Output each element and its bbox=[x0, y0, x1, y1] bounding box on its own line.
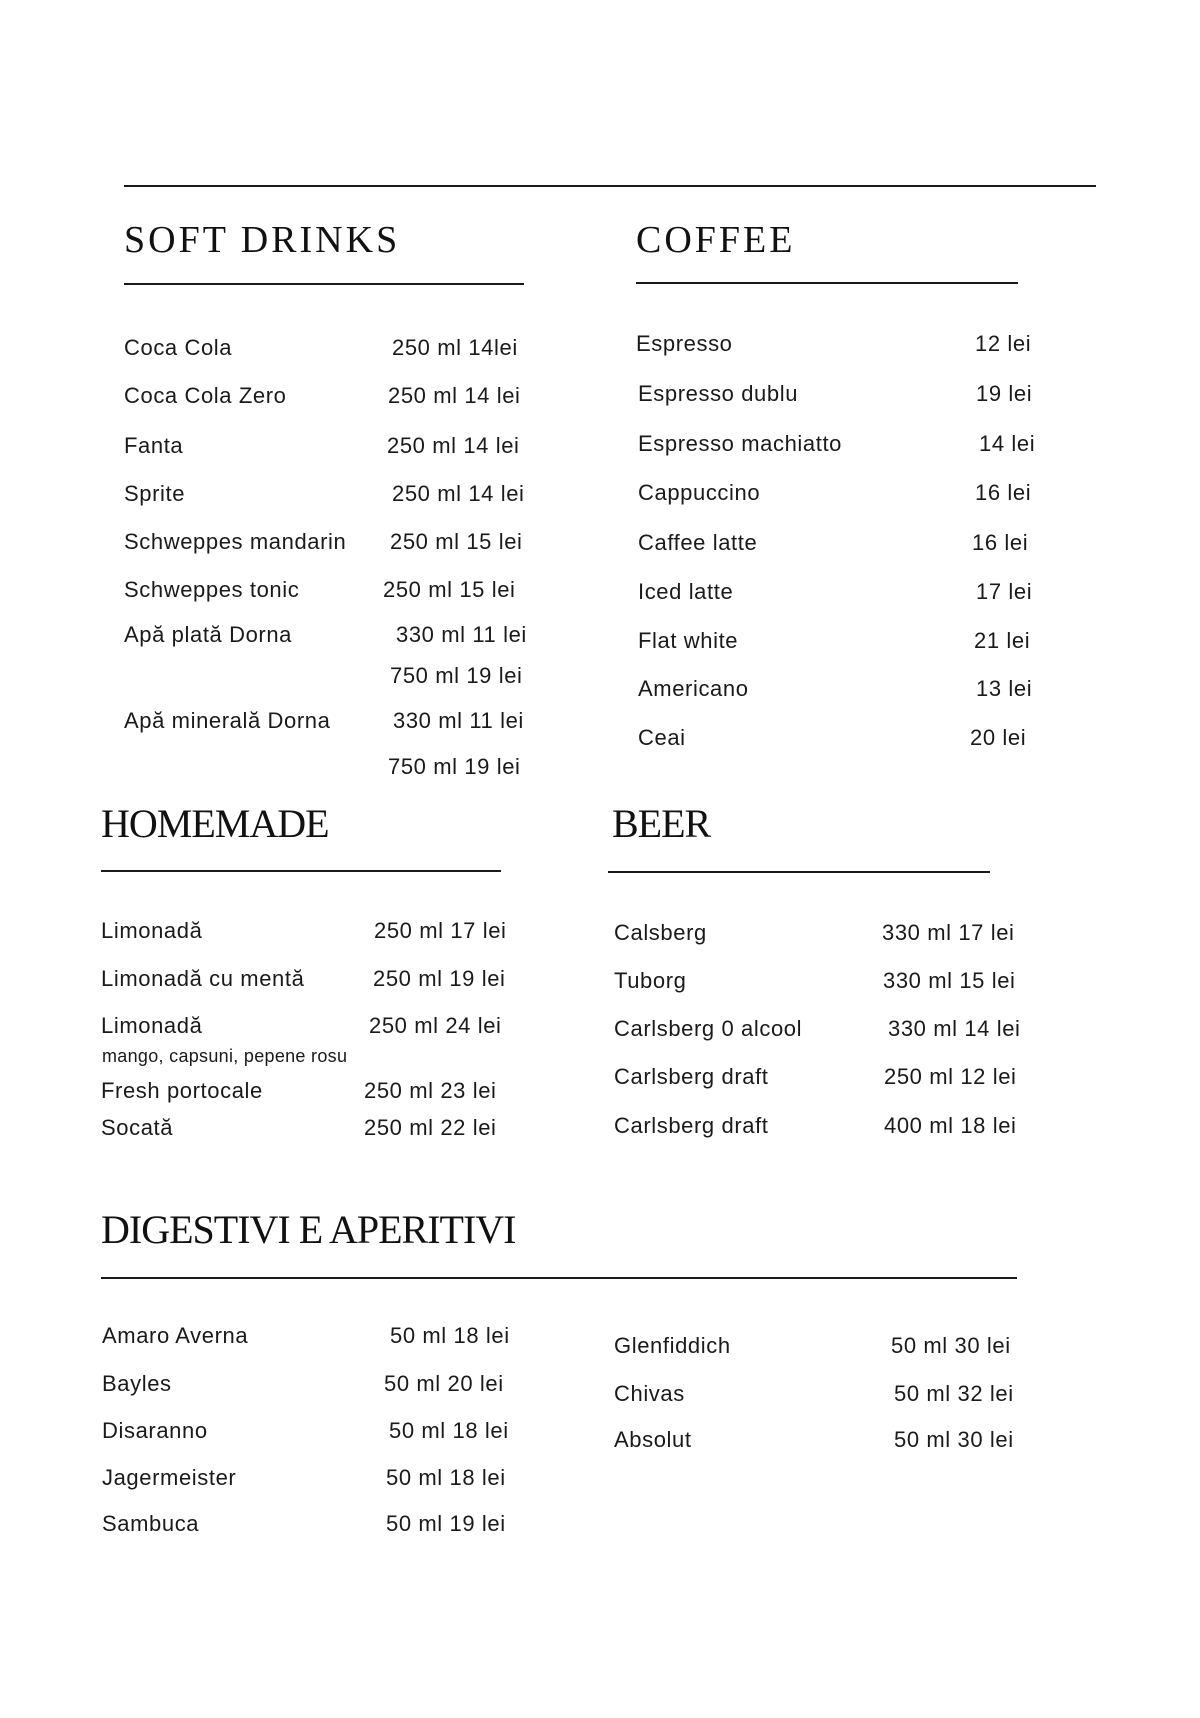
menu-item-price: 250 ml 14lei bbox=[392, 335, 518, 360]
menu-item-name: Jagermeister bbox=[102, 1465, 237, 1490]
homemade-divider bbox=[101, 870, 501, 872]
menu-item-price: 250 ml 14 lei bbox=[388, 383, 521, 408]
menu-item-name: Coca Cola Zero bbox=[124, 383, 287, 408]
menu-item-price: 330 ml 11 lei bbox=[396, 622, 527, 647]
menu-item-price: 250 ml 19 lei bbox=[373, 966, 506, 991]
section-title-homemade: HOMEMADE bbox=[101, 801, 329, 846]
menu-item-price: 400 ml 18 lei bbox=[884, 1113, 1017, 1138]
menu-item-price: 50 ml 18 lei bbox=[386, 1465, 506, 1490]
menu-item-price: 50 ml 20 lei bbox=[384, 1371, 504, 1396]
menu-item-price: 50 ml 18 lei bbox=[390, 1323, 510, 1348]
menu-item-name: Flat white bbox=[638, 628, 739, 653]
menu-item-name: Espresso bbox=[636, 331, 733, 356]
menu-item-name: Iced latte bbox=[638, 579, 734, 604]
menu-item-price: 250 ml 23 lei bbox=[364, 1078, 497, 1103]
menu-item-name: Coca Cola bbox=[124, 335, 233, 360]
menu-item-price: 12 lei bbox=[975, 331, 1032, 356]
menu-item-name: Tuborg bbox=[614, 968, 687, 993]
menu-item-name: Espresso machiatto bbox=[638, 431, 842, 456]
menu-item-price: 330 ml 17 lei bbox=[882, 920, 1015, 945]
menu-item-name: Americano bbox=[638, 676, 749, 701]
menu-item-name: Limonadă cu mentă bbox=[101, 966, 305, 991]
coffee-divider bbox=[636, 282, 1018, 284]
digestivi-divider bbox=[101, 1277, 1017, 1279]
menu-item-name: Apă minerală Dorna bbox=[124, 708, 331, 733]
menu-item-name: Socată bbox=[101, 1115, 174, 1140]
menu-item-price: 330 ml 15 lei bbox=[883, 968, 1016, 993]
menu-item-name: Apă plată Dorna bbox=[124, 622, 292, 647]
section-title-beer: BEER bbox=[612, 801, 711, 846]
menu-item-name: Espresso dublu bbox=[638, 381, 799, 406]
menu-item-price-alt: 750 ml 19 lei bbox=[388, 754, 521, 779]
menu-item-price: 16 lei bbox=[975, 480, 1032, 505]
menu-item-price-alt: 750 ml 19 lei bbox=[390, 663, 523, 688]
menu-item-name: Ceai bbox=[638, 725, 686, 750]
menu-item-price: 330 ml 14 lei bbox=[888, 1016, 1021, 1041]
menu-item-name: Sambuca bbox=[102, 1511, 200, 1536]
menu-item-note: mango, capsuni, pepene rosu bbox=[102, 1046, 348, 1066]
menu-item-name: Sprite bbox=[124, 481, 186, 506]
menu-item-price: 17 lei bbox=[976, 579, 1033, 604]
section-title-soft-drinks: SOFT DRINKS bbox=[124, 219, 401, 261]
menu-item-price: 250 ml 12 lei bbox=[884, 1064, 1017, 1089]
menu-item-price: 14 lei bbox=[979, 431, 1036, 456]
menu-item-price: 19 lei bbox=[976, 381, 1033, 406]
menu-item-name: Cappuccino bbox=[638, 480, 761, 505]
menu-item-name: Limonadă bbox=[101, 918, 203, 943]
menu-item-price: 16 lei bbox=[972, 530, 1029, 555]
menu-item-price: 50 ml 32 lei bbox=[894, 1381, 1014, 1406]
menu-item-name: Caffee latte bbox=[638, 530, 758, 555]
menu-item-name: Fresh portocale bbox=[101, 1078, 263, 1103]
menu-item-price: 250 ml 15 lei bbox=[390, 529, 523, 554]
menu-item-name: Bayles bbox=[102, 1371, 172, 1396]
menu-item-name: Chivas bbox=[614, 1381, 685, 1406]
menu-item-name: Disaranno bbox=[102, 1418, 208, 1443]
menu-item-name: Carlsberg draft bbox=[614, 1113, 769, 1138]
menu-item-name: Carlsberg 0 alcool bbox=[614, 1016, 803, 1041]
menu-item-name: Calsberg bbox=[614, 920, 707, 945]
menu-item-name: Limonadă bbox=[101, 1013, 203, 1038]
top-divider bbox=[124, 185, 1096, 187]
menu-item-price: 250 ml 17 lei bbox=[374, 918, 507, 943]
menu-item-price: 250 ml 22 lei bbox=[364, 1115, 497, 1140]
menu-item-price: 50 ml 30 lei bbox=[894, 1427, 1014, 1452]
menu-item-price: 50 ml 30 lei bbox=[891, 1333, 1011, 1358]
beer-divider bbox=[608, 871, 990, 873]
menu-item-price: 250 ml 15 lei bbox=[383, 577, 516, 602]
section-title-digestivi: DIGESTIVI E APERITIVI bbox=[101, 1207, 516, 1252]
menu-item-price: 13 lei bbox=[976, 676, 1033, 701]
menu-item-price: 250 ml 24 lei bbox=[369, 1013, 502, 1038]
menu-item-name: Absolut bbox=[614, 1427, 692, 1452]
menu-item-price: 250 ml 14 lei bbox=[387, 433, 520, 458]
menu-item-price: 21 lei bbox=[974, 628, 1031, 653]
menu-item-name: Carlsberg draft bbox=[614, 1064, 769, 1089]
menu-item-name: Schweppes tonic bbox=[124, 577, 300, 602]
menu-item-name: Schweppes mandarin bbox=[124, 529, 347, 554]
menu-item-price: 250 ml 14 lei bbox=[392, 481, 525, 506]
menu-item-name: Glenfiddich bbox=[614, 1333, 731, 1358]
menu-item-price: 20 lei bbox=[970, 725, 1027, 750]
menu-item-name: Amaro Averna bbox=[102, 1323, 249, 1348]
menu-item-price: 50 ml 18 lei bbox=[389, 1418, 509, 1443]
soft-drinks-divider bbox=[124, 283, 524, 285]
menu-item-name: Fanta bbox=[124, 433, 184, 458]
section-title-coffee: COFFEE bbox=[636, 219, 796, 261]
menu-item-price: 50 ml 19 lei bbox=[386, 1511, 506, 1536]
menu-item-price: 330 ml 11 lei bbox=[393, 708, 524, 733]
